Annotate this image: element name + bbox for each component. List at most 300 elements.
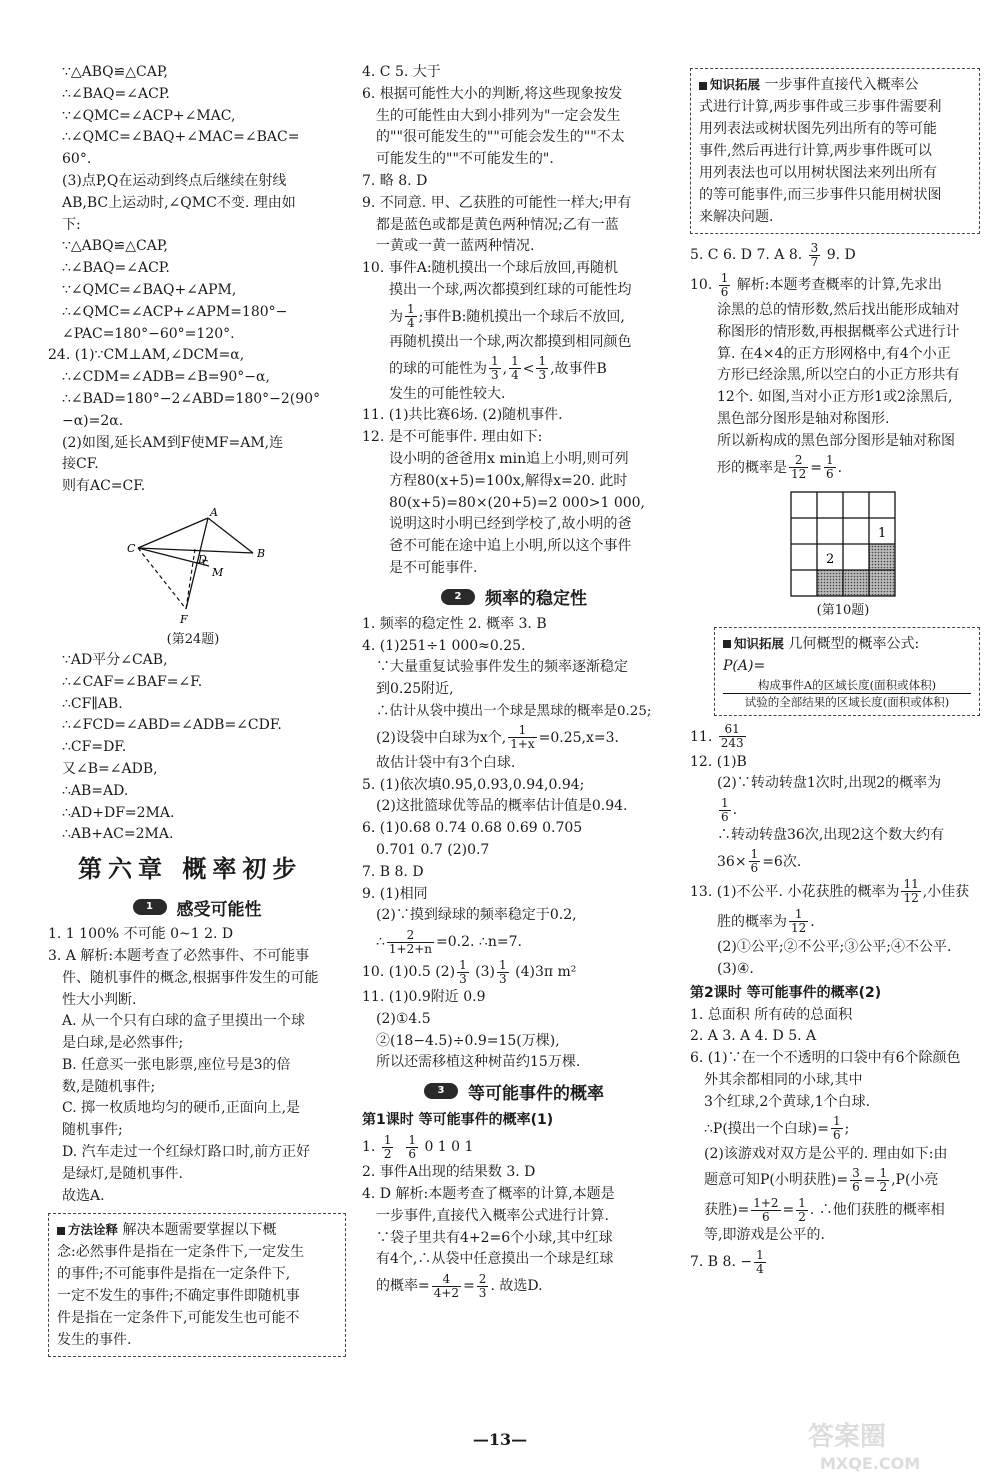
text-line: 1. 频率的稳定性 2. 概率 3. B bbox=[362, 615, 547, 632]
section-number-badge: 1 bbox=[133, 899, 167, 915]
numerator: 2 bbox=[789, 454, 808, 468]
text-line: ∴∠QMC=∠BAQ+∠MAC=∠BAC= bbox=[62, 129, 300, 146]
text: 5. C 6. D 7. A 8. bbox=[690, 247, 807, 263]
fraction bbox=[508, 724, 536, 751]
formula-line bbox=[690, 1247, 980, 1277]
text-line: ∴∠BAD=180°−2∠ABD=180°−2(90° bbox=[62, 390, 321, 407]
formula-line bbox=[690, 1114, 980, 1144]
text-line: P(A)= bbox=[723, 657, 766, 674]
text-line: ∴AB+AC=2MA. bbox=[62, 826, 174, 843]
text: = bbox=[810, 459, 823, 476]
denominator: 3 bbox=[459, 971, 467, 986]
denominator: 3 bbox=[499, 971, 507, 986]
text-line: 12. 是不可能事件. 理由如下: bbox=[362, 429, 543, 446]
text: ∴ bbox=[376, 934, 385, 951]
text-line: (2)如图,延长AM到F使MF=AM,连 bbox=[62, 434, 284, 451]
text-line: 又∠B=∠ADB, bbox=[62, 760, 158, 777]
box-label: 方法诠释 bbox=[57, 1222, 118, 1237]
denominator: 6 bbox=[750, 861, 759, 876]
text: (3) bbox=[470, 964, 496, 981]
shaded-cell bbox=[843, 570, 869, 596]
denominator: 1+2+n bbox=[388, 941, 433, 956]
text-line: (2)∵转动转盘1次时,出现2的概率为 bbox=[717, 775, 942, 792]
formula-line bbox=[362, 957, 666, 987]
text: ,P(小亮 bbox=[891, 1172, 939, 1189]
text-line: 可能发生的""不可能发生的". bbox=[376, 151, 554, 168]
watermark-logo bbox=[800, 1415, 990, 1475]
label-f: F bbox=[180, 612, 188, 626]
geometry-figure bbox=[108, 504, 346, 650]
fraction bbox=[405, 303, 417, 330]
text-line: 的等可能事件,而三步事件只能用树状图 bbox=[699, 187, 942, 203]
answer-lines-block-1 bbox=[48, 62, 346, 498]
denominator: 4+2 bbox=[433, 1285, 460, 1300]
text: =0.25,x=3. bbox=[538, 729, 619, 746]
numerator: 1 bbox=[789, 908, 808, 922]
denominator: 2 bbox=[798, 1209, 806, 1224]
text: , bbox=[502, 360, 508, 377]
formula-line bbox=[690, 907, 980, 937]
text-line: 60°. bbox=[62, 151, 92, 168]
text: ;事件B:随机摸出一个球后不放回, bbox=[418, 308, 625, 325]
text-line: 一步事件,直接代入概率公式进行计算. bbox=[376, 1207, 609, 1224]
numerator: 4 bbox=[432, 1273, 461, 1287]
text: 胜的概率为 bbox=[717, 913, 787, 930]
text: − bbox=[740, 1254, 753, 1271]
numerator: 1 bbox=[720, 270, 729, 285]
answer-lines-block-3 bbox=[48, 924, 346, 1207]
text-line: 1. 1 100% 不可能 0~1 2. D bbox=[48, 926, 234, 943]
text-line: ∴∠CAF=∠BAF=∠F. bbox=[62, 673, 203, 690]
text-line: 用列表法或树状图先列出所有的等可能 bbox=[699, 121, 937, 137]
formula-line bbox=[362, 1132, 666, 1162]
text-line: 故选A. bbox=[62, 1187, 105, 1204]
label-a: A bbox=[210, 505, 218, 519]
text-line: 3. A 解析:本题考查了必然事件、不可能事 bbox=[48, 947, 310, 964]
text-line: ∠PAC=180°−60°=120°. bbox=[62, 325, 235, 342]
formula-line bbox=[690, 1195, 980, 1225]
denominator: 6 bbox=[826, 467, 834, 482]
numerator: 1 bbox=[879, 1165, 888, 1180]
text: =6次. bbox=[762, 853, 802, 870]
text-line: 等,即游戏是公平的. bbox=[704, 1227, 825, 1244]
text: < bbox=[522, 360, 535, 377]
text-line: 则有AC=CF. bbox=[62, 478, 146, 495]
formula-line bbox=[690, 722, 980, 752]
text-line: 说明这时小明已经到学校了,故小明的爸 bbox=[389, 516, 632, 533]
watermark-text: MXQE.COM bbox=[820, 1454, 921, 1473]
text: 13. (1)不公平. 小花获胜的概率为 bbox=[690, 883, 900, 900]
numerator: 1 bbox=[508, 724, 536, 738]
text: 解析:本题考查概率的计算,先求出 bbox=[732, 277, 942, 293]
text-line: 4. C 5. 大于 bbox=[362, 64, 441, 80]
text-line: (2)①4.5 bbox=[376, 1010, 431, 1027]
formula-line bbox=[362, 302, 666, 332]
denominator: 243 bbox=[720, 736, 744, 751]
numerator: 61 bbox=[719, 723, 746, 737]
text-line: 2. A 3. A 4. D 5. A bbox=[690, 1028, 817, 1045]
numerator: 1 bbox=[499, 957, 507, 972]
text-line: 事件,然后再进行计算,两步事件既可以 bbox=[699, 143, 932, 159]
text-line: 6. 根据可能性大小的判断,将这些现象按发 bbox=[362, 85, 623, 102]
triangle-diagram bbox=[108, 504, 278, 626]
text-line: 11. (1)共比赛6场. (2)随机事件. bbox=[362, 407, 563, 424]
text-line: 接CF. bbox=[62, 456, 99, 473]
denominator: 4 bbox=[511, 368, 519, 383]
grid-label-2: 2 bbox=[826, 551, 835, 567]
fraction bbox=[382, 1134, 394, 1161]
numerator: 3 bbox=[852, 1165, 860, 1180]
text-line: ∴AD+DF=2MA. bbox=[62, 804, 175, 821]
text-line: ∴∠CDM=∠ADB=∠B=90°−α, bbox=[62, 369, 270, 386]
formula-line bbox=[690, 847, 980, 877]
denominator: 试验的全部结果的区域长度(面积或体积) bbox=[744, 694, 950, 709]
text-line: 3个红球,2个黄球,1个白球. bbox=[704, 1093, 871, 1110]
formula-line bbox=[362, 723, 666, 753]
text-line: 数,是随机事件; bbox=[62, 1078, 156, 1095]
label-b: B bbox=[257, 546, 266, 560]
text-line: 9. (1)相同 bbox=[362, 885, 428, 902]
denominator: 6 bbox=[721, 809, 729, 824]
text-line: ∵袋子里共有4+2=6个小球,其中红球 bbox=[376, 1229, 613, 1246]
text: . bbox=[732, 802, 738, 819]
text-line: 再随机摸出一个球,两次都摸到相同颜色 bbox=[389, 333, 632, 350]
text: 10. (1)0.5 (2) bbox=[362, 964, 456, 981]
denominator: 4 bbox=[407, 316, 415, 331]
chapter-title: 第六章 概率初步 bbox=[78, 855, 303, 884]
fraction bbox=[877, 1167, 889, 1194]
text-line: (2)①公平;②不公平;③公平;④不公平. bbox=[717, 938, 952, 955]
box-label: 知识拓展 bbox=[699, 77, 760, 92]
text: 0 1 0 1 bbox=[420, 1139, 474, 1156]
text-line: 用列表法也可以用树状图法来列出所有 bbox=[699, 165, 937, 181]
numerator: 1 bbox=[459, 957, 467, 972]
text-line: 7. B 8. D bbox=[362, 863, 424, 880]
knowledge-note-box-2 bbox=[714, 627, 980, 716]
text-line: 摸出一个球,两次都摸到红球的可能性均 bbox=[389, 281, 632, 298]
text-line: ∵△ABQ≌△CAP, bbox=[62, 238, 168, 255]
denominator: 6 bbox=[852, 1179, 860, 1194]
text: = bbox=[463, 1278, 475, 1295]
text-line: 方程80(x+5)=100x,解得x=20. 此时 bbox=[389, 472, 628, 489]
text: 36× bbox=[717, 853, 747, 870]
section-title: 感受可能性 bbox=[176, 899, 262, 920]
text-line: 设小明的爸爸用x min追上小明,则可列 bbox=[389, 450, 629, 467]
label-m: M bbox=[212, 565, 224, 579]
numerator: 2 bbox=[387, 929, 434, 943]
numerator: 1 bbox=[491, 354, 499, 369]
numerator: 1 bbox=[832, 1114, 841, 1129]
text-line: 性大小判断. bbox=[62, 991, 137, 1008]
lesson-subheading: 第1课时 等可能事件的概率(1) bbox=[362, 1112, 554, 1129]
text-line: 外其余都相同的小球,其中 bbox=[704, 1071, 863, 1088]
text: . bbox=[837, 459, 843, 476]
text-line: 式进行计算,两步事件或三步事件需要利 bbox=[699, 99, 942, 115]
text-line: 到0.25附近, bbox=[376, 681, 454, 698]
knowledge-note-box bbox=[690, 68, 980, 234]
text-line: ∴∠FCD=∠ABD=∠ADB=∠CDF. bbox=[62, 717, 282, 734]
numerator: 2 bbox=[478, 1271, 487, 1286]
text-line: 念:必然事件是指在一定条件下,一定发生 bbox=[57, 1244, 305, 1261]
text: 为 bbox=[389, 308, 403, 325]
numerator: 1 bbox=[798, 1195, 806, 1210]
text-line: (2)∵摸到绿球的频率稳定于0.2, bbox=[376, 907, 577, 924]
formula-line bbox=[362, 927, 666, 957]
section-title: 频率的稳定性 bbox=[485, 589, 587, 610]
text-line: 下: bbox=[62, 216, 81, 233]
text-line: 4. (1)251÷1 000≈0.25. bbox=[362, 637, 526, 654]
text-line: 涂黑的总的情形数,然后找出能形成轴对 bbox=[717, 302, 960, 318]
text-line: (3)④. bbox=[717, 960, 754, 977]
text-line: 24. (1)∵CM⊥AM,∠DCM=α, bbox=[48, 347, 245, 364]
text-line: 方形已经涂黑,所以空白的小正方形共有 bbox=[717, 367, 960, 384]
fraction bbox=[387, 929, 434, 956]
denominator: 6 bbox=[408, 1146, 416, 1161]
text-line: 有4个,∴从袋中任意摸出一个球是红球 bbox=[376, 1251, 614, 1268]
fraction bbox=[754, 1249, 766, 1276]
column-middle bbox=[362, 62, 666, 1301]
formula-line bbox=[362, 1271, 666, 1301]
text-line: (3)点P,Q在运动到终点后继续在射线 bbox=[62, 172, 287, 189]
numerator: 1 bbox=[750, 847, 759, 862]
text: =0.2. ∴n=7. bbox=[436, 934, 522, 951]
fraction bbox=[406, 1134, 418, 1161]
text: (2)设袋中白球为x个, bbox=[376, 729, 507, 746]
text-line: 随机事件; bbox=[62, 1122, 123, 1139]
denominator: 4 bbox=[756, 1261, 764, 1276]
text: 11. bbox=[690, 728, 717, 745]
text-line: −α)=2α. bbox=[62, 412, 124, 429]
text-line: 发生的事件. bbox=[57, 1332, 132, 1349]
text-line: 来解决问题. bbox=[699, 209, 774, 225]
text-line: AB,BC上运动时,∠QMC不变. 理由如 bbox=[62, 194, 296, 211]
fraction bbox=[809, 242, 821, 269]
text-line: 4. D 解析:本题考查了概率的计算,本题是 bbox=[362, 1186, 615, 1203]
shaded-cell bbox=[869, 544, 895, 570]
text: 1. bbox=[362, 1139, 380, 1156]
numerator: 1 bbox=[826, 453, 834, 468]
text-line: ②(18−4.5)÷0.9=15(万棵), bbox=[376, 1032, 560, 1049]
text-line: ∵∠QMC=∠BAQ+∠APM, bbox=[62, 281, 237, 298]
text-line: 爸不可能在途中追上小明,所以这个事件 bbox=[389, 538, 632, 555]
denominator: 3 bbox=[478, 1285, 487, 1300]
fraction bbox=[831, 1115, 843, 1142]
section-title: 等可能事件的概率 bbox=[468, 1083, 604, 1104]
box-label: 知识拓展 bbox=[723, 636, 784, 651]
text: ; bbox=[844, 1120, 850, 1137]
denominator: 6 bbox=[720, 284, 729, 299]
text-line: 6. (1)0.68 0.74 0.68 0.69 0.705 bbox=[362, 820, 583, 837]
text-line: 12个. 如图,当对小正方形1或2涂黑后, bbox=[717, 389, 953, 406]
text-line: A. 从一个只有白球的盒子里摸出一个球 bbox=[62, 1013, 306, 1030]
denominator: 12 bbox=[903, 891, 919, 906]
text-line: 黑色部分图形是轴对称图形. bbox=[717, 410, 890, 427]
text-line: 件是指在一定条件下,可能发生也可能不 bbox=[57, 1310, 300, 1327]
grid-figure bbox=[790, 491, 980, 621]
section-heading-2 bbox=[362, 582, 666, 612]
denominator: 6 bbox=[762, 1209, 770, 1224]
numerator: 1 bbox=[407, 302, 415, 317]
text: . bbox=[810, 913, 815, 930]
text-line: 是白球,是必然事件; bbox=[62, 1035, 184, 1052]
label-c: C bbox=[127, 541, 136, 555]
section-heading-1 bbox=[48, 892, 346, 922]
formula-line bbox=[690, 795, 980, 825]
section-number-badge: 2 bbox=[441, 589, 475, 605]
denominator: 7 bbox=[810, 254, 819, 269]
section-heading-3 bbox=[362, 1076, 666, 1106]
numerator: 1 bbox=[408, 1132, 416, 1147]
formula-line bbox=[690, 240, 980, 270]
text-line: 件、随机事件的概念,根据事件发生的可能 bbox=[62, 969, 319, 986]
text-line: 11. (1)0.9附近 0.9 bbox=[362, 989, 486, 1006]
text-line: 一黄或一黄一蓝两种情况. bbox=[376, 238, 535, 255]
figure-caption: (第24题) bbox=[166, 631, 220, 647]
text-line: (2)该游戏对双方是公平的. 理由如下:由 bbox=[704, 1145, 948, 1162]
text-line: 故估计袋中有3个白球. bbox=[376, 754, 516, 771]
shaded-cell bbox=[869, 570, 895, 596]
numerator: 1 bbox=[511, 354, 519, 369]
numerator: 1+2 bbox=[753, 1195, 779, 1210]
text-line: 10. 事件A:随机摸出一个球后放回,再随机 bbox=[362, 260, 618, 277]
denominator: 12 bbox=[791, 467, 807, 482]
fraction bbox=[497, 959, 509, 986]
text: (4)3π m² bbox=[510, 964, 577, 981]
text-line: ∴∠BAQ=∠ACP. bbox=[62, 260, 170, 277]
fraction bbox=[789, 454, 808, 481]
fraction bbox=[477, 1273, 489, 1300]
denominator: 12 bbox=[791, 921, 807, 936]
text-line: 一步事件直接代入概率公 bbox=[764, 77, 919, 93]
text-line: 是绿灯,是随机事件. bbox=[62, 1165, 183, 1182]
fraction bbox=[509, 355, 521, 382]
denominator: 2 bbox=[879, 1179, 888, 1194]
fraction bbox=[536, 355, 548, 382]
shaded-cell bbox=[817, 570, 843, 596]
fraction bbox=[751, 1197, 780, 1224]
text-line: 1. 总面积 所有砖的总面积 bbox=[690, 1006, 853, 1023]
numerator: 构成事件A的区域长度(面积或体积) bbox=[723, 677, 971, 694]
text-line: 几何概型的概率公式: bbox=[788, 635, 920, 652]
text-line: ∴转动转盘36次,出现2这个数大约有 bbox=[717, 827, 945, 844]
text-line: 所以新构成的黑色部分图形是轴对称图 bbox=[717, 432, 955, 449]
formula-line bbox=[690, 1165, 980, 1195]
text-line: D. 汽车走过一个红绿灯路口时,前方正好 bbox=[62, 1144, 311, 1161]
formula-line bbox=[690, 877, 980, 907]
text-line: ∴∠QMC=∠ACP+∠APM=180°− bbox=[62, 303, 288, 320]
text-line: 所以还需移植这种树苗约15万棵. bbox=[376, 1054, 581, 1071]
fraction bbox=[796, 1197, 808, 1224]
text-line: 解决本题需要掌握以下概 bbox=[122, 1222, 277, 1239]
lesson-subheading: 第2课时 等可能事件的概率(2) bbox=[690, 984, 882, 1001]
text: ∴P(摸出一个白球)= bbox=[704, 1120, 829, 1137]
formula-line bbox=[690, 453, 980, 483]
fraction bbox=[432, 1273, 461, 1300]
text-line: ∵∠QMC=∠ACP+∠MAC, bbox=[62, 107, 236, 124]
numerator: 1 bbox=[756, 1247, 764, 1262]
grid-label-1: 1 bbox=[878, 525, 887, 541]
text: 9. D bbox=[822, 247, 856, 263]
text-line: 7. 略 8. D bbox=[362, 172, 428, 189]
denominator: 3 bbox=[491, 368, 499, 383]
figure-caption: (第10题) bbox=[816, 602, 870, 618]
label-d: D bbox=[198, 552, 207, 566]
fraction bbox=[824, 454, 836, 481]
fraction bbox=[789, 908, 808, 935]
formula-line bbox=[690, 270, 980, 300]
text-line: 算. 在4×4的正方形网格中,有4个小正 bbox=[717, 345, 951, 362]
square-grid-diagram bbox=[790, 491, 896, 597]
text: 10. bbox=[690, 277, 717, 293]
fraction bbox=[457, 959, 469, 986]
numerator: 1 bbox=[721, 795, 729, 810]
formula-line bbox=[362, 354, 666, 384]
text-line: 都是蓝色或都是黄色两种情况;乙有一蓝 bbox=[376, 216, 619, 233]
text-line: 一定不发生的事件;不确定事件即随机事 bbox=[57, 1288, 300, 1305]
text: 的球的可能性为 bbox=[389, 360, 487, 377]
denominator: 6 bbox=[832, 1128, 841, 1143]
method-note-box bbox=[48, 1213, 346, 1357]
column-right bbox=[690, 62, 980, 1277]
text-line: 0.701 0.7 (2)0.7 bbox=[376, 841, 490, 858]
text-line: 5. (1)依次填0.95,0.93,0.94,0.94; bbox=[362, 776, 585, 793]
section-number-badge: 3 bbox=[424, 1083, 458, 1099]
text-line: 的""很可能发生的""可能会发生的""不太 bbox=[376, 129, 625, 146]
page-number: —13— bbox=[472, 1430, 528, 1449]
text-line: B. 任意买一张电影票,座位号是3的倍 bbox=[62, 1056, 291, 1073]
text: . 故选D. bbox=[490, 1278, 543, 1295]
text: = bbox=[782, 1202, 795, 1219]
text-line: 的事件;不可能事件是指在一定条件下, bbox=[57, 1266, 291, 1283]
answer-lines-block-2 bbox=[48, 650, 346, 846]
numerator: 1 bbox=[383, 1132, 392, 1147]
text-line: ∴AB=AD. bbox=[62, 782, 129, 799]
fraction bbox=[719, 272, 731, 299]
text: 题意可知P(小明获胜)= bbox=[704, 1172, 849, 1189]
text-line: ∵大量重复试验事件发生的频率逐渐稳定 bbox=[376, 659, 628, 676]
text-line: ∴估计从袋中摸出一个球是黑球的概率是0.25; bbox=[376, 703, 652, 719]
text-line: 是不可能事件. bbox=[389, 559, 478, 576]
text: 的概率= bbox=[376, 1278, 430, 1295]
denominator: 3 bbox=[538, 368, 547, 383]
text: = bbox=[863, 1172, 876, 1189]
text-line: 80(x+5)=80×(20+5)=2 000>1 000, bbox=[389, 494, 645, 511]
fraction bbox=[489, 355, 501, 382]
fraction bbox=[719, 797, 731, 824]
text: 获胜)= bbox=[704, 1202, 750, 1219]
text-line: (2)这批篮球优等品的概率估计值是0.94. bbox=[376, 798, 628, 815]
text-line: ∵△ABQ≌△CAP, bbox=[62, 64, 168, 80]
text-line: 称图形的情形数,再根据概率公式进行计 bbox=[717, 323, 960, 340]
text-line: ∵AD平分∠CAB, bbox=[62, 651, 168, 668]
text: 形的概率是 bbox=[717, 459, 787, 476]
fraction bbox=[901, 878, 920, 905]
text-line: ∴∠BAQ=∠ACP. bbox=[62, 85, 170, 102]
text: ,故事件B bbox=[550, 360, 607, 377]
denominator: 2 bbox=[383, 1146, 392, 1161]
text-line: ∴CF=DF. bbox=[62, 739, 127, 756]
fraction bbox=[719, 723, 746, 750]
numerator: 3 bbox=[810, 240, 819, 255]
fraction bbox=[850, 1167, 862, 1194]
text-line: 2. 事件A出现的结果数 3. D bbox=[362, 1164, 536, 1181]
text-line: 6. (1)∵在一个不透明的口袋中有6个除颜色 bbox=[690, 1050, 961, 1067]
fraction bbox=[749, 848, 761, 875]
text-line: 生的可能性由大到小排列为"一定会发生 bbox=[376, 107, 621, 124]
text-line: 12. (1)B bbox=[690, 753, 747, 770]
text-line: C. 掷一枚质地均匀的硬币,正面向上,是 bbox=[62, 1100, 301, 1117]
text-line: ∴CF∥AB. bbox=[62, 695, 123, 712]
